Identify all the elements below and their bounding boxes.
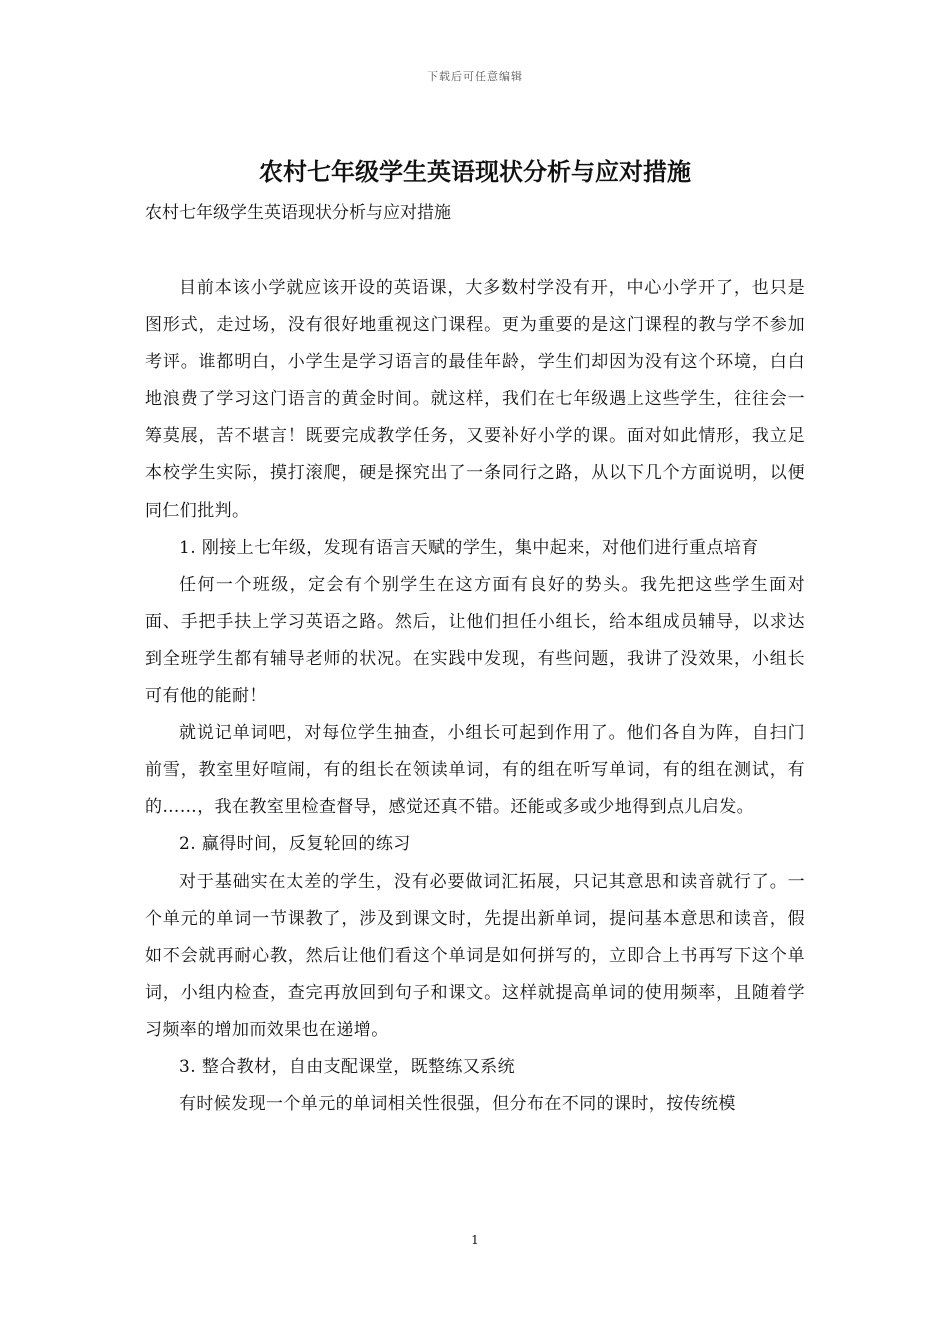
- page-header-note: 下载后可任意编辑: [427, 70, 523, 83]
- document-title: 农村七年级学生英语现状分析与应对措施: [259, 157, 691, 186]
- paragraph-intro: 目前本该小学就应该开设的英语课，大多数村学没有开，中心小学开了，也只是图形式，走过场，没有很好地重视这门课程。更为重要的是这门课程的教与学不参加考评。谁都明白，小学生是学习语言的最佳年龄，学生们却因为没有这个环境，白白地浪费了学习这门语言的黄金时间。就这样，我们在七年级遇上这些学生，往往会一筹莫展，苦不堪言！既要完成教学任务，又要补好小学的课。面对如此情形，我立足本校学生实际，摸打滚爬，硬是探究出了一条同行之路，从以下几个方面说明，以便同仁们批判。: [145, 278, 805, 521]
- paragraph-section-1b: 就说记单词吧，对每位学生抽查，小组长可起到作用了。他们各自为阵，自扫门前雪，教室里好喧闹，有的组长在领读单词，有的组在听写单词，有的组在测试，有的……，我在教室里检查督导，感觉还真不错。还能或多或少地得到点儿启发。: [145, 723, 805, 818]
- document-subtitle: 农村七年级学生英语现状分析与应对措施: [145, 203, 451, 223]
- page-number: 1: [471, 1233, 479, 1247]
- section-heading-3: 3. 整合教材，自由支配课堂，既整练又系统: [179, 1056, 516, 1077]
- document-body: [145, 270, 805, 1123]
- paragraph-section-3: 有时候发现一个单元的单词相关性很强，但分布在不同的课时，按传统模: [179, 1094, 736, 1115]
- section-heading-2: 2. 赢得时间，反复轮回的练习: [179, 834, 411, 855]
- paragraph-section-1a: 任何一个班级，定会有个别学生在这方面有良好的势头。我先把这些学生面对面、手把手扶上学习英语之路。然后，让他们担任小组长，给本组成员辅导，以求达到全班学生都有辅导老师的状况。在实践中发现，有些问题，我讲了没效果，小组长可有他的能耐！: [145, 574, 805, 707]
- paragraph-section-2: 对于基础实在太差的学生，没有必要做词汇拓展，只记其意思和读音就行了。一个单元的单词一节课教了，涉及到课文时，先提出新单词，提问基本意思和读音，假如不会就再耐心教，然后让他们看这个单词是如何拼写的，立即合上书再写下这个单词，小组内检查，查完再放回到句子和课文。这样就提高单词的使用频率，且随着学习频率的增加而效果也在递增。: [145, 871, 805, 1040]
- section-heading-1: 1. 刚接上七年级，发现有语言天赋的学生，集中起来，对他们进行重点培育: [179, 537, 759, 558]
